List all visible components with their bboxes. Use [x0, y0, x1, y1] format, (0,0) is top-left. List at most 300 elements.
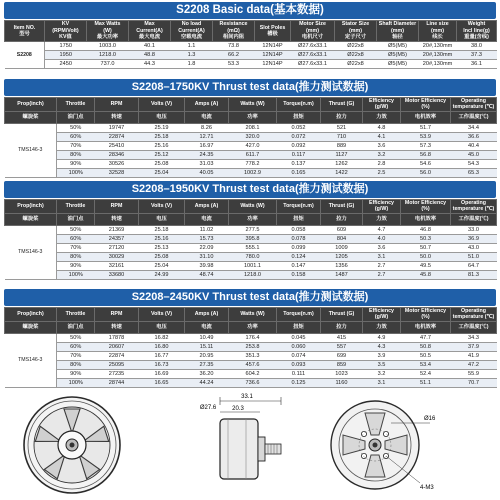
basic-cell: Ø5(M5): [377, 51, 419, 60]
basic-data-title: S2208 Basic data(基本数据): [4, 2, 496, 19]
perf-cell: 21369: [95, 225, 139, 234]
perf-cell: 51.7: [401, 123, 451, 132]
perf-header-cn-cell: 电压: [139, 321, 185, 333]
basic-header-line: Max: [144, 21, 155, 28]
perf-cell: 3.5: [363, 360, 401, 369]
perf-cell: 16.97: [185, 141, 229, 150]
perf-cell: 2.7: [363, 261, 401, 270]
perf-cell: 65.3: [451, 168, 497, 177]
perf-cell: 32161: [95, 261, 139, 270]
perf-cell: 0.045: [277, 333, 321, 342]
perf-cell: 16.82: [139, 333, 185, 342]
perf-cell: 2.5: [363, 168, 401, 177]
perf-cell: 521: [321, 123, 363, 132]
basic-cell: 20#,130mm: [419, 51, 457, 60]
perf-cell: 2.8: [363, 159, 401, 168]
perf-cell: 60%: [57, 342, 95, 351]
perf-header-cn: [5, 111, 497, 123]
dim-bell-label: Ø27.6: [199, 405, 217, 411]
perf-cell: 1001.1: [229, 261, 277, 270]
perf-cell: 4.8: [363, 123, 401, 132]
perf-cell: 208.1: [229, 123, 277, 132]
perf-cell: 51.1: [401, 378, 451, 387]
basic-row: [5, 60, 497, 69]
perf-cell: 25.18: [139, 225, 185, 234]
perf-header-en-cell: Volts (V): [139, 200, 185, 214]
basic-header-line: KV: [61, 21, 70, 28]
perf-cell: 57.3: [401, 141, 451, 150]
perf-row: [5, 159, 497, 168]
perf-cell: 27.35: [185, 360, 229, 369]
perf-header-cn-cell: 油门点: [57, 111, 95, 123]
perf-header-cn: [5, 213, 497, 225]
basic-header-line: 最大功率: [96, 34, 119, 41]
test-1950kv-table: [4, 199, 497, 280]
perf-row: [5, 234, 497, 243]
basic-header-line: Current(A): [178, 27, 205, 34]
prop-cell: TMS146-3: [5, 123, 57, 177]
basic-header-line: 重量(含线): [464, 34, 489, 41]
perf-cell: 24357: [95, 234, 139, 243]
perf-cell: 34.4: [451, 123, 497, 132]
perf-cell: 45.0: [451, 150, 497, 159]
perf-row: [5, 150, 497, 159]
perf-cell: 36.20: [185, 369, 229, 378]
perf-cell: 16.69: [139, 369, 185, 378]
basic-cell: Ø27.6x33.1: [291, 60, 335, 69]
perf-cell: 351.3: [229, 351, 277, 360]
perf-header-en-cell: Motor Efficiency (%): [401, 200, 451, 214]
perf-cell: 320.0: [229, 132, 277, 141]
perf-header-en-cell: Motor Efficiency (%): [401, 308, 451, 322]
perf-cell: 10.49: [185, 333, 229, 342]
basic-header-line: (W): [103, 27, 112, 34]
basic-cell: 36.1: [457, 60, 497, 69]
perf-cell: 80%: [57, 360, 95, 369]
perf-header-en-cell: Thrust (G): [321, 98, 363, 112]
perf-header-cn-cell: 电机效率: [401, 111, 451, 123]
perf-cell: 90%: [57, 159, 95, 168]
perf-header-cn-cell: 转速: [95, 213, 139, 225]
perf-header-cn-cell: 拉力: [321, 321, 363, 333]
perf-cell: 45.8: [401, 270, 451, 279]
perf-cell: 24.35: [185, 150, 229, 159]
perf-cell: 0.099: [277, 243, 321, 252]
basic-header-8: [335, 21, 377, 42]
perf-header-en-cell: Operating temperature (℃): [451, 98, 497, 112]
perf-cell: 611.7: [229, 150, 277, 159]
basic-cell: 1218.0: [87, 51, 129, 60]
perf-header-en-cell: Torque(n.m): [277, 308, 321, 322]
perf-header-cn-cell: 螺旋桨: [5, 213, 57, 225]
basic-cell: 37.3: [457, 51, 497, 60]
perf-cell: 50.3: [401, 234, 451, 243]
perf-cell: 80%: [57, 150, 95, 159]
basic-header-line: 线长: [432, 34, 443, 41]
perf-header-cn-cell: 电机效率: [401, 213, 451, 225]
perf-cell: 90%: [57, 369, 95, 378]
perf-cell: 50%: [57, 225, 95, 234]
perf-header-en-cell: RPM: [95, 308, 139, 322]
perf-header-en-cell: Efficiency (g/W): [363, 308, 401, 322]
perf-cell: 36.9: [451, 234, 497, 243]
perf-cell: 427.0: [229, 141, 277, 150]
perf-cell: 15.73: [185, 234, 229, 243]
perf-cell: 19747: [95, 123, 139, 132]
perf-cell: 30029: [95, 252, 139, 261]
perf-cell: 415: [321, 333, 363, 342]
perf-cell: 25.16: [139, 234, 185, 243]
perf-header-en-cell: Efficiency (g/W): [363, 200, 401, 214]
basic-cell: 1003.0: [87, 42, 129, 51]
perf-header-cn: [5, 321, 497, 333]
perf-cell: 50.5: [401, 351, 451, 360]
perf-header-cn-cell: 油门点: [57, 213, 95, 225]
perf-cell: 40.4: [451, 141, 497, 150]
perf-header-en-cell: Thrust (G): [321, 200, 363, 214]
model-cell: S2208: [5, 42, 45, 69]
basic-header-line: Max Watts: [94, 21, 121, 28]
perf-header-en-cell: Operating temperature (℃): [451, 200, 497, 214]
perf-header-en-cell: Operating temperature (℃): [451, 308, 497, 322]
perf-cell: 47.2: [451, 360, 497, 369]
perf-cell: 1127: [321, 150, 363, 159]
basic-header-line: (mm): [431, 27, 444, 34]
basic-header-line: 轴径: [392, 34, 403, 41]
perf-header-en-cell: Prop(inch): [5, 98, 57, 112]
perf-cell: 0.125: [277, 378, 321, 387]
perf-cell: 778.2: [229, 159, 277, 168]
perf-cell: 3.6: [363, 243, 401, 252]
perf-cell: 54.6: [401, 159, 451, 168]
basic-header-line: (mm): [349, 27, 362, 34]
perf-cell: 25.16: [139, 141, 185, 150]
test-1750kv-table: [4, 97, 497, 178]
basic-cell: 48.8: [129, 51, 171, 60]
perf-cell: 56.8: [401, 150, 451, 159]
perf-cell: 44.24: [185, 378, 229, 387]
perf-cell: 46.8: [401, 225, 451, 234]
perf-cell: 25.18: [139, 132, 185, 141]
perf-cell: 100%: [57, 378, 95, 387]
perf-cell: 34.3: [451, 333, 497, 342]
perf-cell: 16.65: [139, 378, 185, 387]
perf-cell: 0.060: [277, 342, 321, 351]
basic-cell: 1.8: [171, 60, 213, 69]
motor-dimension-drawing: [0, 383, 500, 500]
perf-cell: 60%: [57, 234, 95, 243]
perf-cell: 4.9: [363, 333, 401, 342]
basic-cell: 53.3: [213, 60, 255, 69]
perf-cell: 50%: [57, 123, 95, 132]
perf-cell: 22874: [95, 132, 139, 141]
perf-header-en-cell: Amps (A): [185, 308, 229, 322]
perf-cell: 70%: [57, 141, 95, 150]
perf-cell: 1205: [321, 252, 363, 261]
perf-cell: 1023: [321, 369, 363, 378]
perf-row: [5, 225, 497, 234]
perf-header-en-cell: Motor Efficiency (%): [401, 98, 451, 112]
dim-screw-label: 4-M3: [420, 485, 434, 491]
basic-cell: 12N14P: [255, 51, 291, 60]
basic-header-line: (mΩ): [227, 27, 240, 34]
basic-row: [5, 42, 497, 51]
perf-cell: 25.08: [139, 252, 185, 261]
perf-cell: 8.26: [185, 123, 229, 132]
perf-cell: 0.147: [277, 261, 321, 270]
basic-cell: 20#,130mm: [419, 60, 457, 69]
perf-cell: 0.124: [277, 252, 321, 261]
perf-cell: 55.9: [451, 369, 497, 378]
perf-header-en-cell: Thrust (G): [321, 308, 363, 322]
basic-header-line: KV值: [59, 34, 72, 41]
perf-header-en-cell: RPM: [95, 98, 139, 112]
perf-cell: 41.9: [451, 351, 497, 360]
perf-header-cn-cell: 油门点: [57, 321, 95, 333]
perf-cell: 100%: [57, 168, 95, 177]
perf-cell: 37.9: [451, 342, 497, 351]
perf-header-cn-cell: 电压: [139, 213, 185, 225]
perf-cell: 33680: [95, 270, 139, 279]
perf-header-cn-cell: 电流: [185, 111, 229, 123]
basic-header-line: 相间内阻: [222, 34, 245, 41]
perf-header-cn-cell: 电机效率: [401, 321, 451, 333]
perf-cell: 2.7: [363, 270, 401, 279]
basic-cell: 1950: [45, 51, 87, 60]
perf-cell: 11.02: [185, 225, 229, 234]
basic-header-4: [171, 21, 213, 42]
perf-cell: 64.7: [451, 261, 497, 270]
perf-header-cn-cell: 工作温度(℃): [451, 321, 497, 333]
basic-cell: Ø22x8: [335, 60, 377, 69]
basic-cell: Ø5(M5): [377, 42, 419, 51]
perf-cell: 33.0: [451, 225, 497, 234]
basic-header-line: Current(A): [136, 27, 163, 34]
perf-header-cn-cell: 功率: [229, 321, 277, 333]
perf-cell: 3.2: [363, 369, 401, 378]
perf-header-en-cell: Throttle: [57, 308, 95, 322]
perf-header-en-cell: Throttle: [57, 200, 95, 214]
perf-cell: 1356: [321, 261, 363, 270]
perf-header-cn-cell: 扭矩: [277, 321, 321, 333]
perf-header-cn-cell: 电压: [139, 111, 185, 123]
perf-cell: 0.078: [277, 234, 321, 243]
perf-cell: 4.0: [363, 234, 401, 243]
perf-cell: 28346: [95, 150, 139, 159]
perf-row: [5, 243, 497, 252]
basic-cell: 1750: [45, 42, 87, 51]
perf-cell: 16.73: [139, 360, 185, 369]
perf-cell: 277.5: [229, 225, 277, 234]
perf-cell: 0.165: [277, 168, 321, 177]
perf-cell: 176.4: [229, 333, 277, 342]
perf-cell: 253.8: [229, 342, 277, 351]
perf-row: [5, 342, 497, 351]
dim-body-label: 20.3: [232, 406, 244, 412]
basic-header-line: Item NO.: [13, 24, 36, 31]
basic-cell: 20#,130mm: [419, 42, 457, 51]
basic-cell: Ø22x8: [335, 51, 377, 60]
perf-cell: 0.058: [277, 225, 321, 234]
basic-data-table: [4, 20, 497, 69]
perf-header-en-cell: Volts (V): [139, 98, 185, 112]
perf-cell: 54.3: [451, 159, 497, 168]
basic-header-line: 型号: [19, 31, 30, 37]
perf-cell: 27120: [95, 243, 139, 252]
test-2450kv-table: [4, 307, 497, 388]
basic-header-10: [419, 21, 457, 42]
perf-cell: 70%: [57, 351, 95, 360]
perf-header-en-cell: Torque(n.m): [277, 98, 321, 112]
basic-body: [5, 42, 497, 69]
perf-header-en-cell: Throttle: [57, 98, 95, 112]
basic-header-line: Resistance: [219, 21, 248, 28]
perf-cell: 49.5: [401, 261, 451, 270]
perf-row: [5, 168, 497, 177]
perf-header-cn-cell: 功率: [229, 213, 277, 225]
perf-cell: 0.117: [277, 150, 321, 159]
perf-header-cn-cell: 工作温度(℃): [451, 213, 497, 225]
perf-cell: 24.99: [139, 270, 185, 279]
perf-cell: 3.1: [363, 378, 401, 387]
perf-cell: 16.80: [139, 342, 185, 351]
basic-header-11: [457, 21, 497, 42]
perf-cell: 53.9: [401, 132, 451, 141]
perf-header-cn-cell: 电流: [185, 321, 229, 333]
perf-cell: 3.2: [363, 150, 401, 159]
basic-header-row: [5, 21, 497, 42]
perf-cell: 25.19: [139, 123, 185, 132]
basic-row: [5, 51, 497, 60]
perf-cell: 39.98: [185, 261, 229, 270]
basic-cell: 12N14P: [255, 42, 291, 51]
perf-cell: 25410: [95, 141, 139, 150]
perf-cell: 804: [321, 234, 363, 243]
basic-header-7: [291, 21, 335, 42]
perf-cell: 889: [321, 141, 363, 150]
basic-header-line: 槽极: [267, 31, 278, 37]
perf-header-en-cell: Amps (A): [185, 98, 229, 112]
perf-cell: 780.0: [229, 252, 277, 261]
perf-header-en-cell: Efficiency (g/W): [363, 98, 401, 112]
perf-cell: 50%: [57, 333, 95, 342]
perf-cell: 15.11: [185, 342, 229, 351]
basic-header-line: Weight: [467, 21, 486, 28]
perf-cell: 609: [321, 225, 363, 234]
perf-cell: 0.137: [277, 159, 321, 168]
basic-cell: 1.3: [171, 51, 213, 60]
perf-row: [5, 333, 497, 342]
basic-header-line: Incl line(g): [463, 27, 490, 34]
perf-header-cn-cell: 扭矩: [277, 111, 321, 123]
perf-row: [5, 360, 497, 369]
basic-cell: Ø27.6x33.1: [291, 51, 335, 60]
perf-cell: 17878: [95, 333, 139, 342]
perf-header-cn-cell: 力效: [363, 213, 401, 225]
basic-header-line: Slot Poles: [259, 24, 286, 31]
perf-cell: 395.8: [229, 234, 277, 243]
perf-row: [5, 123, 497, 132]
perf-cell: 30526: [95, 159, 139, 168]
perf-header-en-cell: Prop(inch): [5, 308, 57, 322]
perf-cell: 3.6: [363, 141, 401, 150]
perf-cell: 31.10: [185, 252, 229, 261]
perf-cell: 3.1: [363, 252, 401, 261]
perf-cell: 48.74: [185, 270, 229, 279]
basic-cell: 66.2: [213, 51, 255, 60]
perf-cell: 52.4: [401, 369, 451, 378]
perf-cell: 50.0: [401, 252, 451, 261]
perf-cell: 25.12: [139, 150, 185, 159]
perf-header-cn-cell: 功率: [229, 111, 277, 123]
perf-row: [5, 351, 497, 360]
basic-header-line: 定子尺寸: [344, 34, 367, 41]
basic-cell: Ø27.6x33.1: [291, 42, 335, 51]
basic-cell: 12N14P: [255, 60, 291, 69]
basic-header-line: 电机尺寸: [301, 34, 324, 41]
perf-cell: 25.04: [139, 261, 185, 270]
perf-header-en-cell: Watts (W): [229, 200, 277, 214]
basic-header-line: (mm): [306, 27, 319, 34]
perf-cell: 710: [321, 132, 363, 141]
basic-header-line: 空载电流: [180, 34, 203, 41]
test-1950kv-title: S2208–1950KV Thrust test data(推力测试数据): [4, 181, 496, 198]
motor-rear-view: [331, 401, 419, 489]
basic-header-line: Stator Size: [341, 21, 370, 28]
perf-row: [5, 369, 497, 378]
perf-cell: 31.03: [185, 159, 229, 168]
perf-cell: 0.092: [277, 141, 321, 150]
basic-cell: 44.3: [129, 60, 171, 69]
perf-header-cn-cell: 扭矩: [277, 213, 321, 225]
perf-cell: 53.4: [401, 360, 451, 369]
perf-header-cn-cell: 拉力: [321, 213, 363, 225]
perf-cell: 60%: [57, 132, 95, 141]
perf-cell: 25095: [95, 360, 139, 369]
basic-header-line: (RPM/Volt): [52, 27, 79, 34]
perf-cell: 36.6: [451, 132, 497, 141]
basic-header-line: No load: [181, 21, 202, 28]
perf-cell: 1218.0: [229, 270, 277, 279]
perf-cell: 81.3: [451, 270, 497, 279]
prop-cell: TMS146-3: [5, 225, 57, 279]
perf-cell: 16.77: [139, 351, 185, 360]
perf-header-cn-cell: 螺旋桨: [5, 321, 57, 333]
perf-cell: 1002.9: [229, 168, 277, 177]
perf-cell: 1009: [321, 243, 363, 252]
perf-cell: 1422: [321, 168, 363, 177]
perf-row: [5, 132, 497, 141]
perf-header-cn-cell: 工作温度(℃): [451, 111, 497, 123]
perf-header-en-cell: Amps (A): [185, 200, 229, 214]
perf-cell: 22874: [95, 351, 139, 360]
dim-bolt-circle-label: Ø16: [424, 416, 436, 422]
basic-header-0: [5, 21, 45, 42]
perf-cell: 699: [321, 351, 363, 360]
basic-cell: 1.1: [171, 42, 213, 51]
perf-cell: 25.04: [139, 168, 185, 177]
perf-header-en-cell: Prop(inch): [5, 200, 57, 214]
perf-cell: 736.6: [229, 378, 277, 387]
perf-cell: 0.074: [277, 351, 321, 360]
test-1750kv-title: S2208–1750KV Thrust test data(推力测试数据): [4, 79, 496, 96]
perf-row: [5, 261, 497, 270]
basic-cell: Ø22x8: [335, 42, 377, 51]
basic-header-line: (mm): [391, 27, 404, 34]
perf-cell: 47.7: [401, 333, 451, 342]
perf-header-en-cell: RPM: [95, 200, 139, 214]
basic-header-5: [213, 21, 255, 42]
